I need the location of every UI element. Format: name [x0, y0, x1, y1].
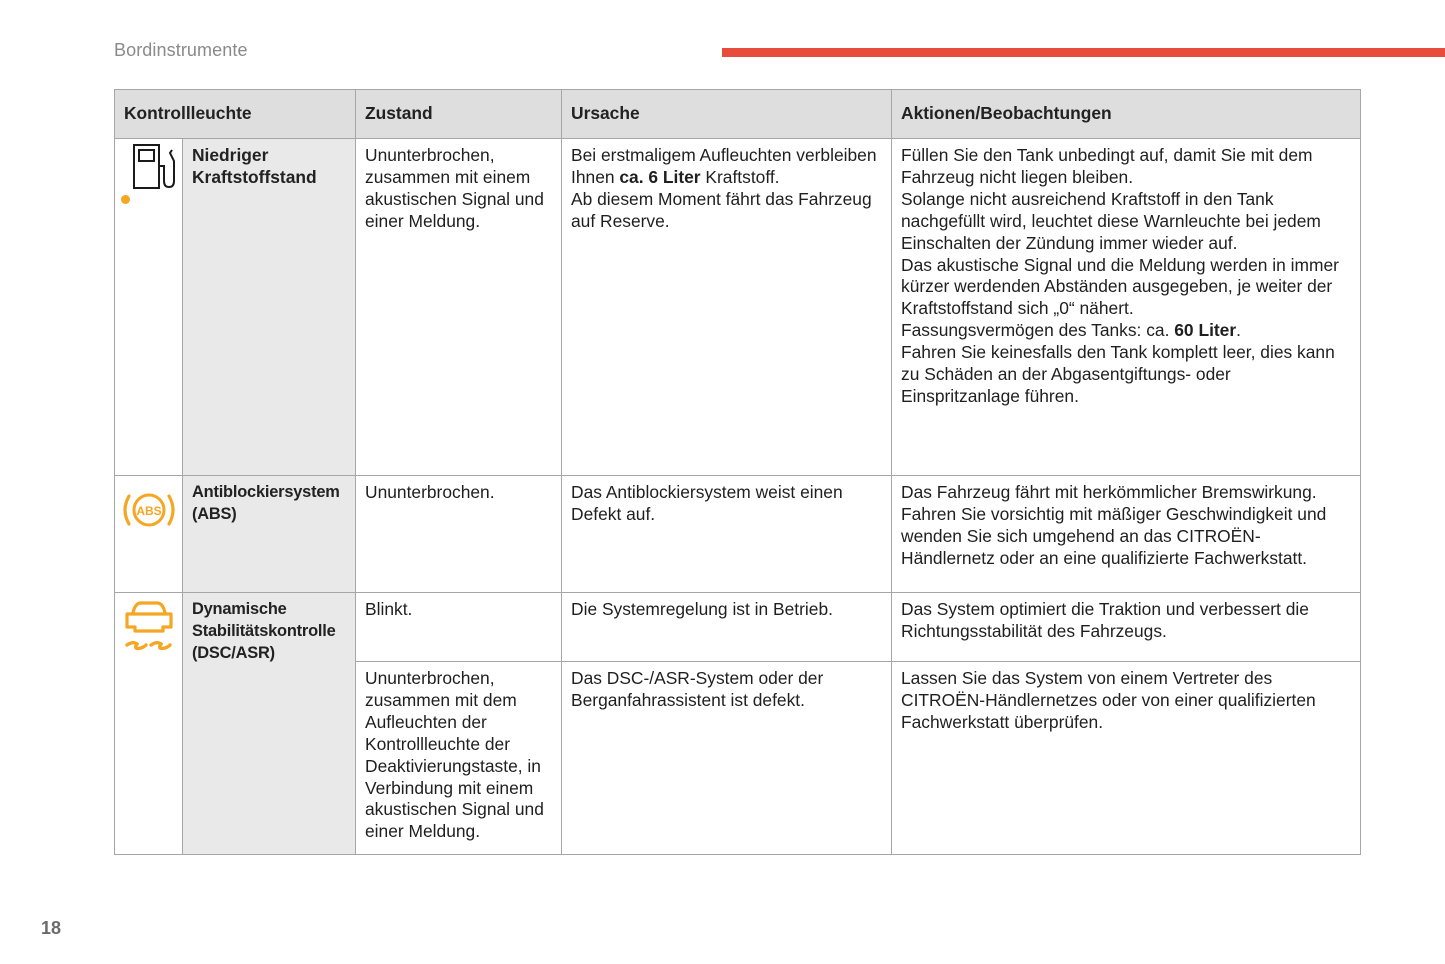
aktionen-cell: Das System optimiert die Traktion und verbessert die Richtungsstabilität des Fahrzeugs.: [892, 593, 1361, 662]
table-row-fuel: [115, 139, 1361, 476]
ursache-cell: Das Antiblockiersystem weist einen Defekt auf.: [562, 476, 892, 593]
table-header-row: [115, 90, 1361, 139]
stability-control-icon: [115, 593, 183, 653]
column-header-ursache: Ursache: [562, 90, 892, 139]
zustand-cell: Ununterbrochen, zusammen mit einem akustischen Signal und einer Meldung.: [356, 139, 562, 476]
table-row-abs: [115, 476, 1361, 593]
page-number: 18: [41, 918, 62, 938]
column-header-zustand: Zustand: [356, 90, 562, 139]
aktionen-cell: Füllen Sie den Tank unbedingt auf, damit Sie mit dem Fahrzeug nicht liegen bleiben. Solange nicht ausreichend Kraftstoff in den Tank nachgefüllt wird, leuchtet diese Warnleuchte bei jedem Einschalten der Zündung immer wieder auf. Das akustische Signal und die Meldung werden in immer kürzer werdenden Abständen ausgegeben, je weiter der Kraftstoffstand sich „0“ nähert. Fassungsvermögen des Tanks: ca. 60 Liter. Fahren Sie keinesfalls den Tank komplett leer, dies kann zu Schäden an der Abgasentgiftungs- oder Einspritzanlage führen.: [892, 139, 1361, 476]
aktionen-cell: Lassen Sie das System von einem Vertreter des CITROËN-Händlernetzes oder von einer qualifizierten Fachwerkstatt überprüfen.: [892, 662, 1361, 855]
indicator-dot: [121, 195, 130, 204]
svg-text:ABS: ABS: [136, 504, 162, 518]
icon-cell: [115, 139, 183, 476]
warning-name: Antiblockiersystem (ABS): [183, 476, 356, 593]
zustand-cell: Blinkt.: [356, 593, 562, 662]
zustand-cell: Ununterbrochen.: [356, 476, 562, 593]
header-accent-bar: [722, 48, 1445, 57]
section-title: Bordinstrumente: [114, 40, 248, 60]
abs-warning-icon: [115, 476, 183, 536]
ursache-cell: Das DSC-/ASR-System oder der Berganfahrassistent ist defekt.: [562, 662, 892, 855]
warning-name: Dynamische Stabilitätskontrolle (DSC/ASR): [183, 593, 356, 855]
ursache-cell: Bei erstmaligem Aufleuchten verbleiben Ihnen ca. 6 Liter Kraftstoff. Ab diesem Moment fährt das Fahrzeug auf Reserve.: [562, 139, 892, 476]
fuel-reserve-amount: ca. 6 Liter: [619, 166, 701, 187]
table-row-dsc-blinking: [115, 593, 1361, 662]
icon-cell: [115, 593, 183, 855]
icon-cell: [115, 476, 183, 593]
tank-capacity: 60 Liter: [1174, 320, 1237, 341]
warning-name: Niedriger Kraftstoffstand: [183, 139, 356, 476]
column-header-kontrollleuchte: Kontrollleuchte: [115, 90, 356, 139]
aktionen-cell: Das Fahrzeug fährt mit herkömmlicher Bremswirkung. Fahren Sie vorsichtig mit mäßiger Geschwindigkeit und wenden Sie sich umgehend an das CITROËN-Händlernetz oder an eine qualifizierte Fachwerkstatt.: [892, 476, 1361, 593]
fuel-pump-icon: [115, 139, 183, 199]
ursache-cell: Die Systemregelung ist in Betrieb.: [562, 593, 892, 662]
zustand-cell: Ununterbrochen, zusammen mit dem Aufleuchten der Kontrollleuchte der Deaktivierungstaste, in Verbindung mit einem akustischen Signal und einer Meldung.: [356, 662, 562, 855]
warning-lights-table: [114, 89, 1361, 855]
column-header-aktionen: Aktionen/Beobachtungen: [892, 90, 1361, 139]
